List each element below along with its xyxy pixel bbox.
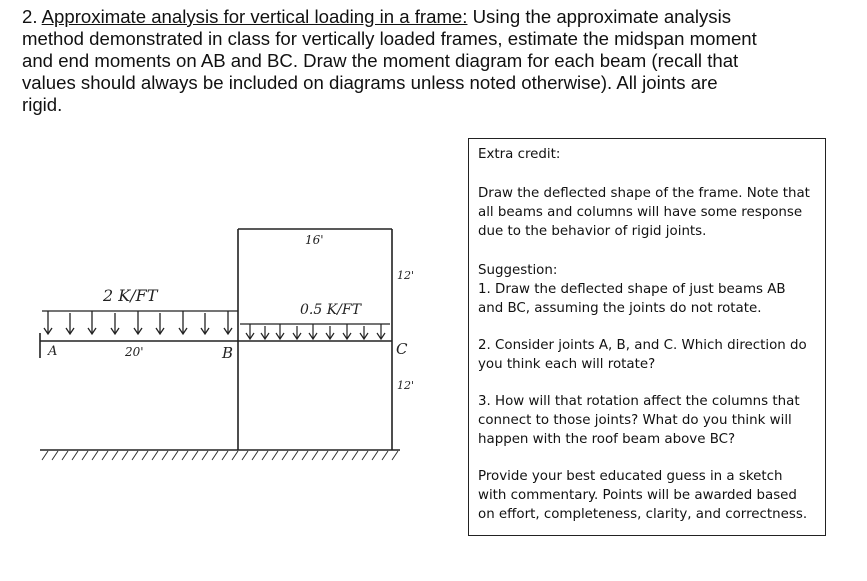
suggestion-step-2: 2. Consider joints A, B, and C. Which direction do you think each will rotate? [478, 338, 807, 372]
roof-span-label: 16' [305, 233, 324, 247]
load-bc-arrows [240, 324, 390, 339]
problem-heading: Approximate analysis for vertical loading in a frame: [41, 6, 468, 27]
extra-credit-closing: Provide your best educated guess in a sketch with commentary. Points will be awarded based on effort, completeness, clarity, and correctness. [478, 469, 808, 522]
suggestion-step-1: 1. Draw the deflected shape of just beams AB and BC, assuming the joints do not rotate. [478, 282, 786, 316]
suggestion-step-3: 3. How will that rotation affect the columns that connect to those joints? What do you think will happen with the roof beam above BC? [478, 394, 800, 447]
extra-credit-title: Extra credit: [478, 147, 561, 162]
load-bc-label: 0.5 K/FT [300, 302, 361, 318]
joint-a-label: A [48, 344, 58, 359]
frame-members [40, 229, 400, 450]
span-ab-label: 20' [125, 345, 144, 359]
extra-credit-intro: Draw the deflected shape of the frame. Note that all beams and columns will have some response due to the behavior of rigid joints. [478, 186, 810, 239]
problem-number: 2. [22, 6, 38, 27]
upper-height-label: 12' [397, 269, 415, 282]
load-ab-label: 2 K/FT [103, 286, 158, 305]
problem-body: Using the approximate analysis method demonstrated in class for vertically loaded frames, estimate the midspan moment and end moments on AB and BC. Draw the moment diagram for each beam (recall that values should always be included on diagrams unless noted otherwise). All joints are rigid. [22, 6, 757, 115]
load-ab-arrows [42, 311, 238, 334]
suggestion-title: Suggestion: [478, 263, 558, 278]
ground-hatching [42, 451, 398, 460]
joint-b-label: B [222, 344, 234, 362]
lower-height-label: 12' [397, 379, 415, 392]
joint-c-label: C [396, 340, 408, 358]
